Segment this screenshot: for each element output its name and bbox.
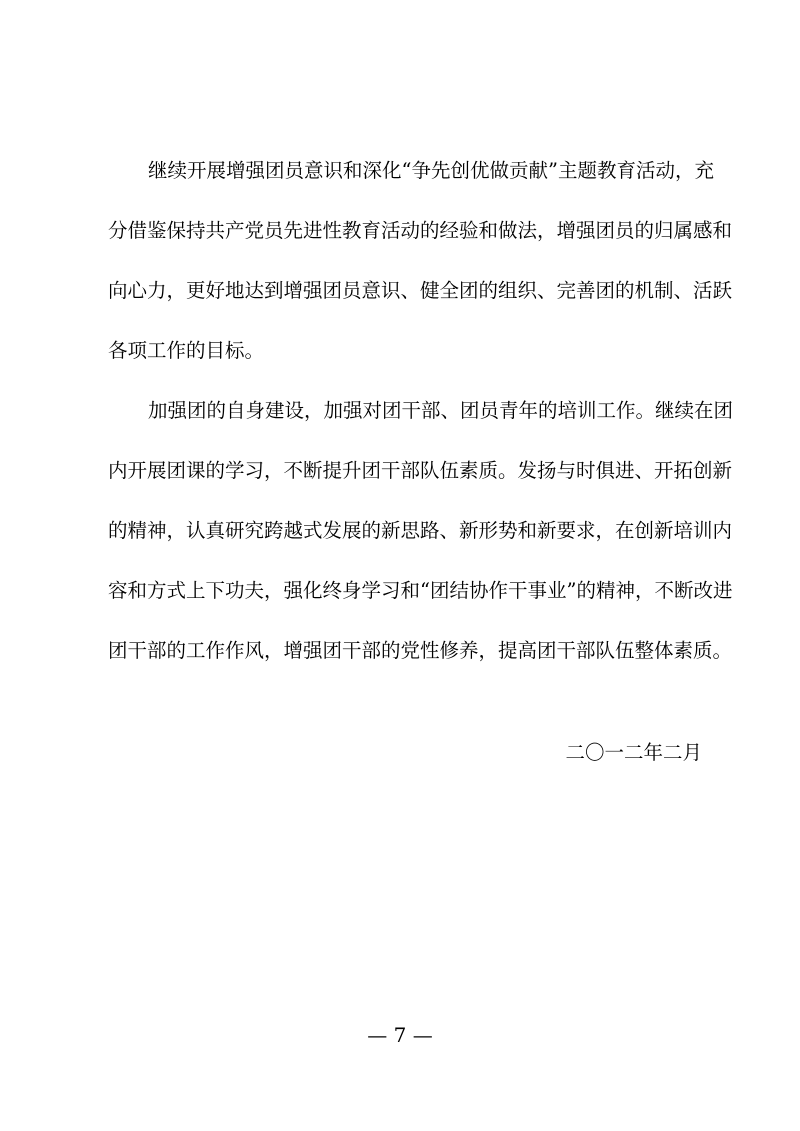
paragraph-line: 内开展团课的学习，不断提升团干部队伍素质。发扬与时俱进、开拓创新 [108,459,733,482]
paragraph-line: 加强团的自身建设，加强对团干部、团员青年的培训工作。继续在团 [148,399,734,422]
paragraph-line: 向心力，更好地达到增强团员意识、健全团的组织、完善团的机制、活跃 [108,279,733,302]
paragraph-line: 分借鉴保持共产党员先进性教育活动的经验和做法，增强团员的归属感和 [108,219,733,242]
paragraph-line: 团干部的工作作风，增强团干部的党性修养，提高团干部队伍整体素质。 [108,639,733,662]
paragraph-line: 各项工作的目标。 [108,339,265,362]
page-number: — 7 — [367,1023,433,1047]
document-date: 二〇一二年二月 [565,741,702,764]
paragraph-line: 的精神，认真研究跨越式发展的新思路、新形势和新要求，在创新培训内 [108,519,733,542]
paragraph-line: 继续开展增强团员意识和深化“争先创优做贡献”主题教育活动，充 [148,159,714,182]
paragraph-line: 容和方式上下功夫，强化终身学习和“团结协作干事业”的精神，不断改进 [108,579,733,602]
